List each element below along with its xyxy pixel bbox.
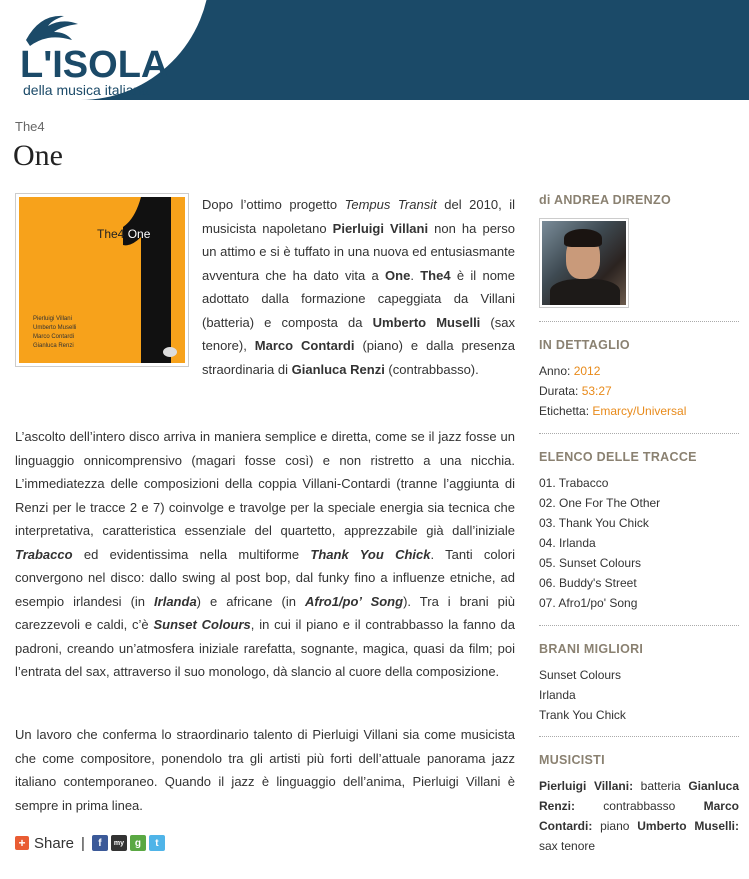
- track-item: 05. Sunset Colours: [539, 556, 642, 570]
- sidebar-divider: [539, 736, 739, 737]
- text-italic: Tempus Transit: [344, 197, 437, 212]
- musician-name: Gianluca Renzi:: [539, 779, 739, 813]
- text: è il nome adottato dalla formazione capeggiata da Villani (batteria) e composta da: [202, 267, 515, 330]
- musicians-heading: MUSICISTI: [539, 753, 605, 767]
- tracklist-section: [539, 450, 739, 613]
- text-bold: The4: [420, 267, 451, 283]
- share-bar: [15, 832, 168, 854]
- cover-big-one: [101, 197, 171, 363]
- text-bold-italic: Trabacco: [15, 546, 73, 562]
- best-track-item: Irlanda: [539, 688, 576, 702]
- text: ed evidentissima nella multiforme: [72, 546, 311, 562]
- cover-name: Umberto Muselli: [33, 325, 77, 331]
- cover-art: [19, 197, 185, 363]
- share-label[interactable]: Share: [34, 834, 75, 852]
- album-title: One: [13, 139, 63, 172]
- text: (piano) e dalla presenza straordinaria di: [202, 338, 516, 377]
- musician-name: Umberto Muselli:: [637, 819, 739, 833]
- text: .: [410, 267, 421, 283]
- cover-title-one: One: [127, 227, 151, 241]
- author-photo: [539, 218, 629, 308]
- body-paragraph: [15, 425, 515, 684]
- detail-label: Durata:: [539, 384, 579, 398]
- label-logo-icon: [163, 347, 177, 357]
- text-bold-italic: Thank You Chick: [310, 546, 431, 562]
- text-bold: Marco Contardi: [254, 338, 355, 353]
- text: non ha perso un attimo e si è tuffato in una nuova ed entusiasmante avventura che ha dato vita a: [202, 220, 515, 283]
- text-bold: Pierluigi Villani: [332, 220, 429, 236]
- author-prefix: di: [539, 193, 551, 207]
- artist-name: The4: [15, 119, 45, 134]
- details-section: [539, 338, 739, 421]
- text: ). Tra i brani più carezzevoli e caldi, c’è: [15, 593, 515, 632]
- musician-name: Marco Contardi:: [539, 799, 739, 833]
- sidebar-divider: [539, 321, 739, 322]
- body-paragraph: Un lavoro che conferma lo straordinario talento di Pierluigi Villani sia come musicista che come compositore, ponendolo tra gli artisti più forti dell’attuale panorama jazz italiano contemporaneo. Quando il jazz è linguaggio dell’anima, Pierluigi Villani è sempre in prima linea.: [15, 727, 515, 813]
- site-header: [0, 0, 749, 100]
- track-item: 02. One For The Other: [539, 496, 661, 510]
- detail-duration-value: 53:27: [581, 384, 612, 398]
- text-bold-italic: Sunset Colours: [153, 617, 251, 632]
- author-photo-image: [542, 221, 626, 305]
- musician-role: piano: [600, 819, 630, 833]
- intro-paragraph: [202, 193, 515, 381]
- photo-hair: [564, 229, 602, 247]
- detail-label: Anno:: [539, 364, 571, 378]
- best-track-item: Sunset Colours: [539, 668, 622, 682]
- detail-year-value[interactable]: 2012: [573, 364, 601, 378]
- best-track-item: Trank You Chick: [539, 708, 626, 722]
- facebook-icon[interactable]: f: [92, 835, 108, 851]
- musicians-section: [539, 753, 739, 856]
- site-logo[interactable]: [20, 10, 170, 98]
- album-cover: [15, 193, 189, 367]
- text-bold: Umberto Muselli: [372, 314, 481, 330]
- musician-role: sax tenore: [539, 839, 596, 853]
- logo-text: L'ISOLA: [20, 44, 169, 86]
- cover-title-the4: The4: [97, 227, 125, 241]
- text: del 2010, il musicista napoletano: [202, 197, 516, 236]
- sidebar-divider: [539, 433, 739, 434]
- track-item: 06. Buddy's Street: [539, 576, 637, 590]
- cover-name: Marco Contardi: [33, 334, 75, 340]
- photo-body: [550, 279, 620, 305]
- best-tracks-heading: BRANI MIGLIORI: [539, 642, 644, 656]
- text: (sax tenore),: [202, 314, 515, 353]
- google-icon[interactable]: g: [130, 835, 146, 851]
- cover-name: Pierluigi Villani: [33, 316, 72, 322]
- musicians-list: [539, 776, 739, 856]
- author-byline: [539, 193, 739, 207]
- sidebar-divider: [539, 625, 739, 626]
- cover-names: [33, 315, 76, 351]
- text-bold-italic: Irlanda: [154, 593, 197, 609]
- track-item: 03. Thank You Chick: [539, 516, 649, 530]
- share-separator: |: [81, 834, 85, 852]
- detail-label: Etichetta:: [539, 404, 590, 418]
- musician-role: contrabbasso: [603, 799, 676, 813]
- author-name[interactable]: ANDREA DIRENZO: [554, 193, 671, 207]
- text-bold: Gianluca Renzi: [291, 361, 385, 377]
- text-bold: One: [385, 267, 411, 283]
- cover-name: Gianluca Renzi: [33, 343, 74, 349]
- text: L’ascolto dell’intero disco arriva in maniera semplice e diretta, come se il jazz fosse un linguaggio onnicomprensivo (magari fosse così) e non ristretto a una nicchia. L’immediatezza delle composizioni della coppia Villani-Contardi (tranne l’aggiunta di Renzi per le tracce 2 e 7) coinvolge e travolge per la speciale energia sia tecnica che interpretativa, caratteristica essenziale del quartetto, apprezzabile già dall’iniziale: [15, 429, 515, 538]
- text: , in cui il piano e il contrabbasso la fanno da padroni, creando un’atmosfera iniziale rarefatta, sognante, magica, quasi da film; poi l’entrata del sax, attraverso il suo monologo, dà slancio al cuore della composizione.: [15, 617, 516, 679]
- track-item: 04. Irlanda: [539, 536, 596, 550]
- text: Dopo l’ottimo progetto: [202, 197, 345, 212]
- tracklist-heading: ELENCO DELLE TRACCE: [539, 450, 697, 464]
- text: . Tanti colori convergono nel disco: dallo swing al post bop, dal funky fino a influenze etniche, ad esempio irlandesi (in: [15, 546, 515, 609]
- myspace-icon[interactable]: my: [111, 835, 127, 851]
- detail-duration: [539, 381, 739, 401]
- detail-year: [539, 361, 739, 381]
- details-heading: IN DETTAGLIO: [539, 338, 630, 352]
- text: (contrabbasso).: [384, 361, 479, 377]
- cover-title: [97, 227, 150, 241]
- track-item: 01. Trabacco: [539, 476, 609, 490]
- best-tracks-section: [539, 642, 739, 725]
- share-plus-icon[interactable]: +: [15, 836, 29, 850]
- detail-label-value[interactable]: Emarcy/Universal: [592, 404, 687, 418]
- text-bold-italic: Afro1/po’ Song: [304, 593, 404, 609]
- track-item: 07. Afro1/po' Song: [539, 596, 638, 610]
- logo-subtitle: della musica italiana: [23, 82, 150, 98]
- musician-role: batteria: [640, 779, 681, 793]
- detail-label-row: [539, 401, 739, 421]
- twitter-icon[interactable]: t: [149, 835, 165, 851]
- text: ) e africane (in: [196, 593, 305, 609]
- musician-name: Pierluigi Villani:: [539, 779, 634, 793]
